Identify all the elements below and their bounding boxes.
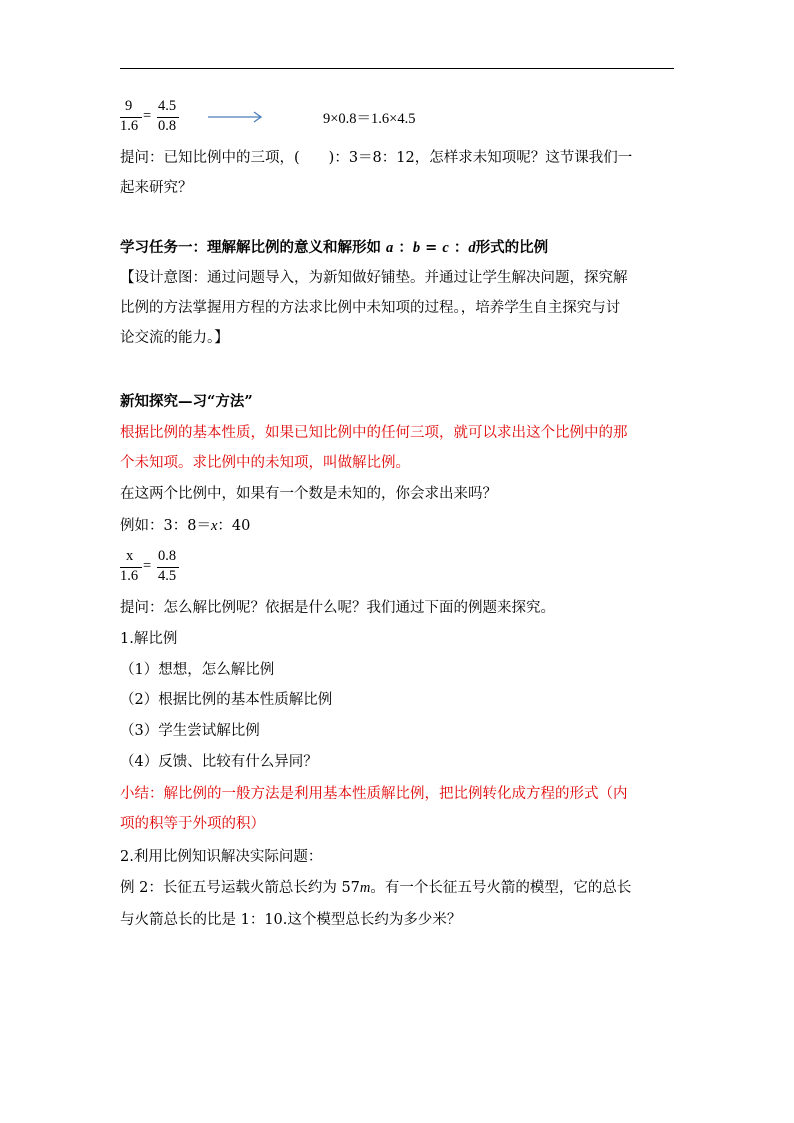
prompt-line: 提问：怎么解比例呢？依据是什么呢？我们通过下面的例题来探究。 [120, 600, 555, 616]
fraction-denominator: 1.6 [120, 118, 139, 134]
fraction-numerator: 4.5 [158, 98, 177, 114]
example2-suffix: 。有一个长征五号火箭的模型，它的总长 [370, 880, 632, 896]
question-line: 在这两个比例中，如果有一个数是未知的，你会求出来吗？ [120, 486, 497, 502]
fraction-numerator: x [126, 548, 134, 564]
var-x: x [210, 518, 218, 534]
step-item: （1）想想，怎么解比例 [120, 662, 275, 678]
right-arrow-icon [208, 110, 264, 124]
task-heading-suffix: 形式的比例 [475, 239, 549, 256]
summary-line-2: 项的积等于外项的积） [120, 816, 265, 832]
var-c: c [442, 240, 449, 256]
intro-line-1: 提问：已知比例中的三项，( )：3＝8：12，怎样求未知项呢？这节课我们一 [120, 150, 633, 166]
section-title: 新知探究—习“方法” [120, 393, 253, 410]
task-heading-prefix: 学习任务一：理解解比例的意义和解形如 [120, 239, 387, 256]
cross-product-equation: 9×0.8＝1.6×4.5 [323, 111, 416, 127]
step-item: （2）根据比例的基本性质解比例 [120, 692, 333, 708]
fraction-numerator: 0.8 [158, 548, 177, 564]
example2-prefix: 例 2：长征五号运载火箭总长约为 57 [120, 880, 360, 896]
example-prefix: 例如：3：8＝ [120, 518, 211, 534]
design-intent-line-1: 【设计意图：通过问题导入，为新知做好铺垫。并通过让学生解决问题，探究解 [120, 270, 628, 286]
step-item: （4）反馈、比较有什么异同？ [120, 754, 318, 770]
fraction-numerator: 9 [125, 98, 133, 114]
var-a: a [386, 240, 394, 256]
fraction-denominator: 0.8 [158, 118, 177, 134]
var-d: d [468, 240, 476, 256]
intro-line-2: 起来研究？ [120, 180, 193, 196]
equals-sign: = [143, 108, 152, 124]
example2-line-2: 与火箭总长的比是 1：10.这个模型总长约为多少米？ [120, 912, 462, 928]
example-suffix: ：40 [217, 518, 251, 534]
equals: = [420, 239, 443, 256]
step-item: （3）学生尝试解比例 [120, 723, 260, 739]
colon: ： [448, 239, 469, 256]
practical-heading: 2.利用比例知识解决实际问题： [120, 849, 323, 865]
header-rule [120, 68, 674, 69]
example2-line-1 [120, 878, 680, 898]
colon: ： [393, 239, 413, 256]
fraction-denominator: 1.6 [120, 568, 139, 584]
example-line [120, 516, 680, 536]
task-heading [120, 238, 680, 258]
unit-m: m [359, 880, 371, 896]
step-item: 1.解比例 [120, 631, 178, 647]
definition-line-1: 根据比例的基本性质，如果已知比例中的任何三项，就可以求出这个比例中的那 [120, 425, 628, 441]
summary-line-1: 小结：解比例的一般方法是利用基本性质解比例，把比例转化成方程的形式（内 [120, 786, 628, 802]
design-intent-line-2: 比例的方法掌握用方程的方法求比例中未知项的过程。，培养学生自主探究与讨 [120, 300, 621, 316]
var-b: b [412, 240, 421, 256]
definition-line-2: 个未知项。求比例中的未知项，叫做解比例。 [120, 455, 410, 471]
design-intent-line-3: 论交流的能力。】 [120, 330, 229, 346]
equals-sign: = [143, 558, 152, 574]
fraction-denominator: 4.5 [158, 568, 177, 584]
